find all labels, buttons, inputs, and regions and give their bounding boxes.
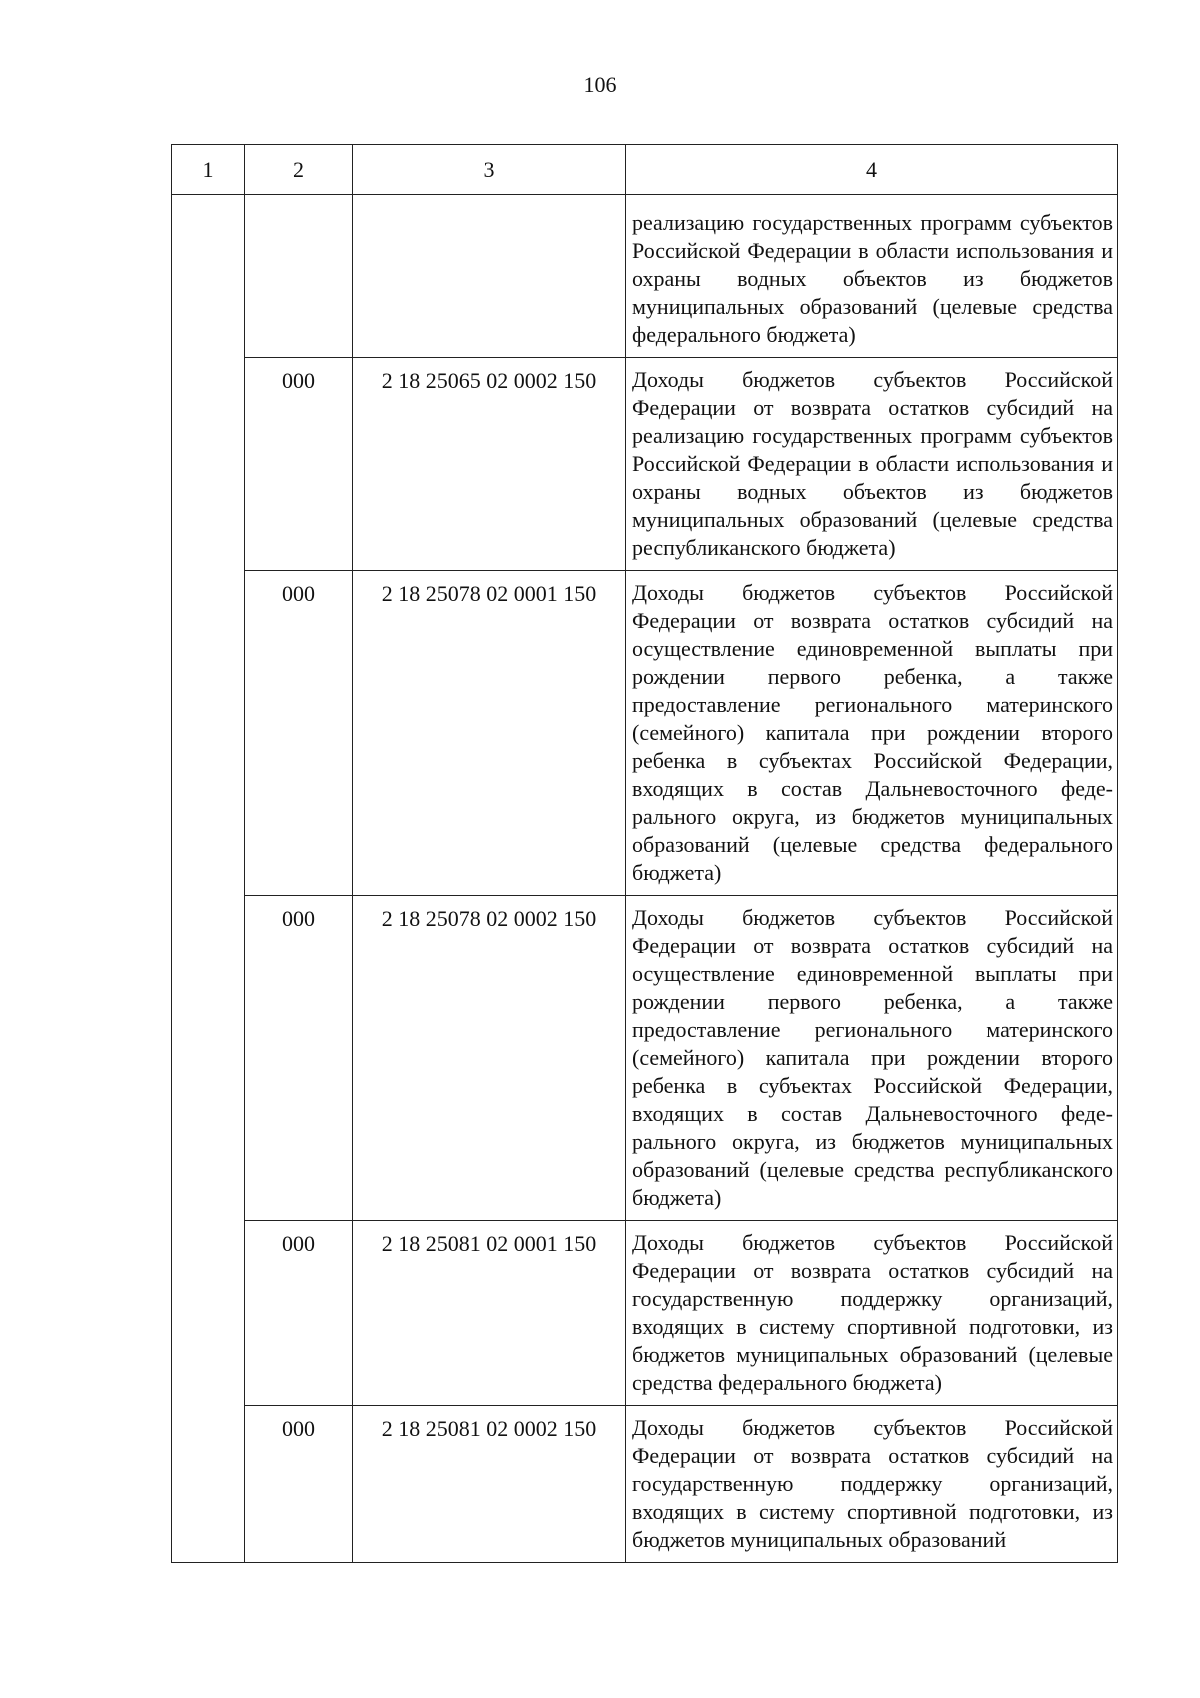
column-1-cell <box>172 571 245 896</box>
table-row <box>172 896 1118 1221</box>
table-row <box>172 195 1118 358</box>
budget-classification-table <box>171 144 1118 1563</box>
description-cell: Доходы бюджетов субъектов Российской Федерации от возврата остатков субсидий на государственную поддержку организаций, входящих в систему спортивной подготовки, из бюджетов муниципальных образований (целевые средства федерального бюджета) <box>626 1221 1118 1406</box>
description-cell: Доходы бюджетов субъектов Российской Федерации от возврата остатков субсидий на реализацию государственных программ субъектов Российской Федерации в области использования и охраны водных объектов из бюджетов муниципальных образований (целевые средства республиканского бюджета) <box>626 358 1118 571</box>
column-1-cell <box>172 896 245 1221</box>
classification-code-cell: 2 18 25081 02 0001 150 <box>353 1221 626 1406</box>
admin-code-cell: 000 <box>245 896 353 1221</box>
description-cell: Доходы бюджетов субъектов Российской Федерации от возврата остатков субсидий на осуществление единовременной выплаты при рождении первого ребенка, а также предоставление регионального материнского (семейного) капитала при рождении второго ребенка в субъектах Российской Федерации, входящих в состав Дальневосточного федерального округа, из бюджетов муниципальных образований (целевые средства республиканского бюджета) <box>626 896 1118 1221</box>
table-row <box>172 358 1118 571</box>
admin-code-cell: 000 <box>245 358 353 571</box>
admin-code-cell: 000 <box>245 1221 353 1406</box>
classification-code-cell <box>353 195 626 358</box>
table-row <box>172 1406 1118 1563</box>
column-1-cell <box>172 1221 245 1406</box>
column-header-1: 1 <box>172 145 245 195</box>
description-cell: реализацию государственных программ субъектов Российской Федерации в области использования и охраны водных объектов из бюджетов муниципальных образований (целевые средства федерального бюджета) <box>626 195 1118 358</box>
admin-code-cell: 000 <box>245 571 353 896</box>
description-cell: Доходы бюджетов субъектов Российской Федерации от возврата остатков субсидий на осуществление единовременной выплаты при рождении первого ребенка, а также предоставление регионального материнского (семейного) капитала при рождении второго ребенка в субъектах Российской Федерации, входящих в состав Дальневосточного федерального округа, из бюджетов муниципальных образований (целевые средства федерального бюджета) <box>626 571 1118 896</box>
table-row <box>172 1221 1118 1406</box>
classification-code-cell: 2 18 25078 02 0002 150 <box>353 896 626 1221</box>
column-1-cell <box>172 358 245 571</box>
classification-code-cell: 2 18 25065 02 0002 150 <box>353 358 626 571</box>
column-1-cell <box>172 195 245 358</box>
classification-code-cell: 2 18 25078 02 0001 150 <box>353 571 626 896</box>
admin-code-cell <box>245 195 353 358</box>
page-number: 106 <box>583 72 617 97</box>
column-1-cell <box>172 1406 245 1563</box>
column-header-2: 2 <box>245 145 353 195</box>
column-header-3: 3 <box>353 145 626 195</box>
admin-code-cell: 000 <box>245 1406 353 1563</box>
description-cell: Доходы бюджетов субъектов Российской Федерации от возврата остатков субсидий на государственную поддержку организаций, входящих в систему спортивной подготовки, из бюджетов муниципальных образований <box>626 1406 1118 1563</box>
column-header-4: 4 <box>626 145 1118 195</box>
classification-code-cell: 2 18 25081 02 0002 150 <box>353 1406 626 1563</box>
header-row <box>172 145 1118 195</box>
table-row <box>172 571 1118 896</box>
